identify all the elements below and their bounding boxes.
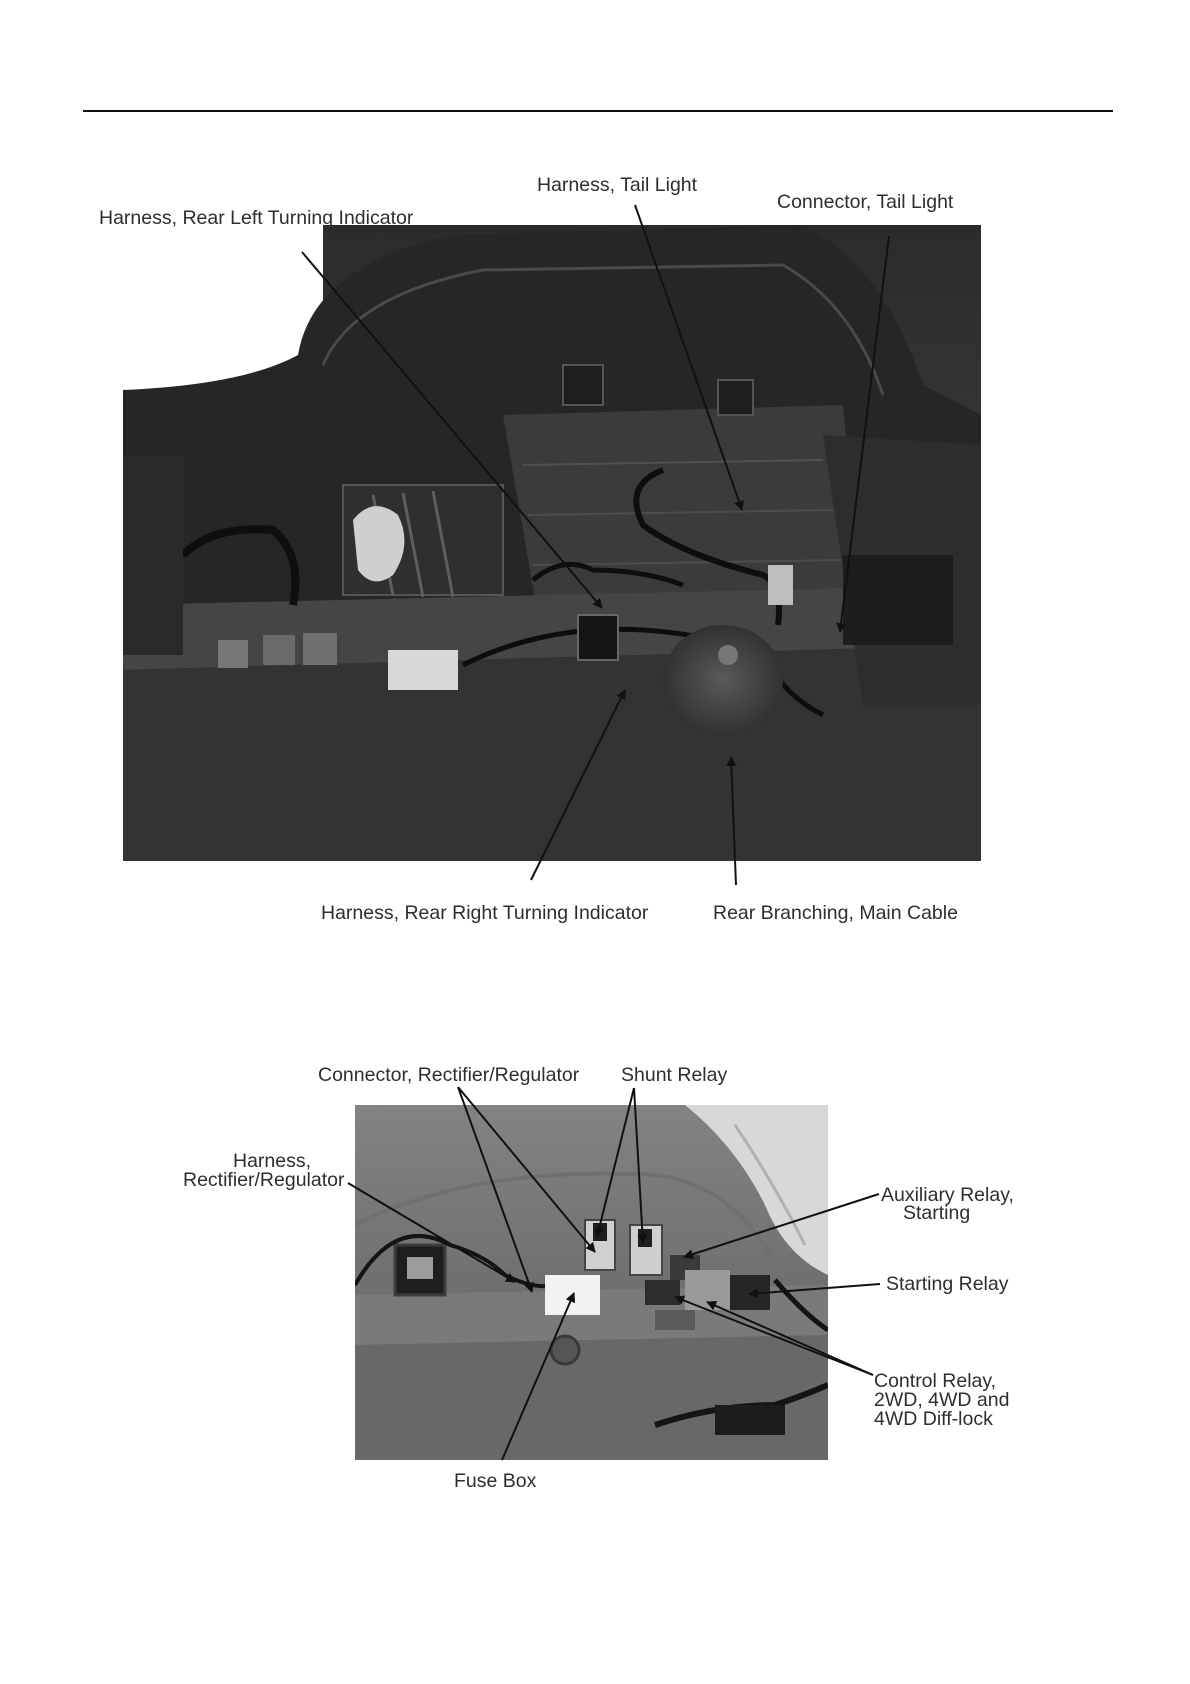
label-control-relay-line3: 4WD Diff-lock [874, 1408, 993, 1430]
label-rear-branching-main-cable: Rear Branching, Main Cable [713, 902, 958, 924]
rear-wiring-photo [123, 225, 981, 861]
label-aux-relay-line1: Auxiliary Relay, [881, 1184, 1014, 1206]
label-tail-light-connector: Connector, Tail Light [777, 191, 954, 213]
label-rectifier-harness-line2: Rectifier/Regulator [183, 1169, 345, 1191]
label-rectifier-harness-line1: Harness, [233, 1150, 312, 1172]
relay-area-photo-drawing [355, 1105, 828, 1460]
relay-area-photo [355, 1105, 828, 1460]
label-rear-left-turning-harness: Harness, Rear Left Turning Indicator [99, 207, 414, 229]
label-control-relay-line2: 2WD, 4WD and [874, 1389, 1010, 1411]
label-rectifier-connector: Connector, Rectifier/Regulator [318, 1064, 580, 1086]
label-starting-relay: Starting Relay [886, 1273, 1009, 1295]
label-fuse-box: Fuse Box [454, 1470, 537, 1492]
rear-wiring-photo-drawing [123, 225, 981, 861]
label-shunt-relay: Shunt Relay [621, 1064, 728, 1086]
label-rear-right-turning-harness: Harness, Rear Right Turning Indicator [321, 902, 649, 924]
label-aux-relay-line2: Starting [903, 1202, 971, 1224]
label-tail-light-harness: Harness, Tail Light [537, 174, 698, 196]
header-rule [83, 110, 1113, 112]
label-control-relay-line1: Control Relay, [874, 1370, 997, 1392]
